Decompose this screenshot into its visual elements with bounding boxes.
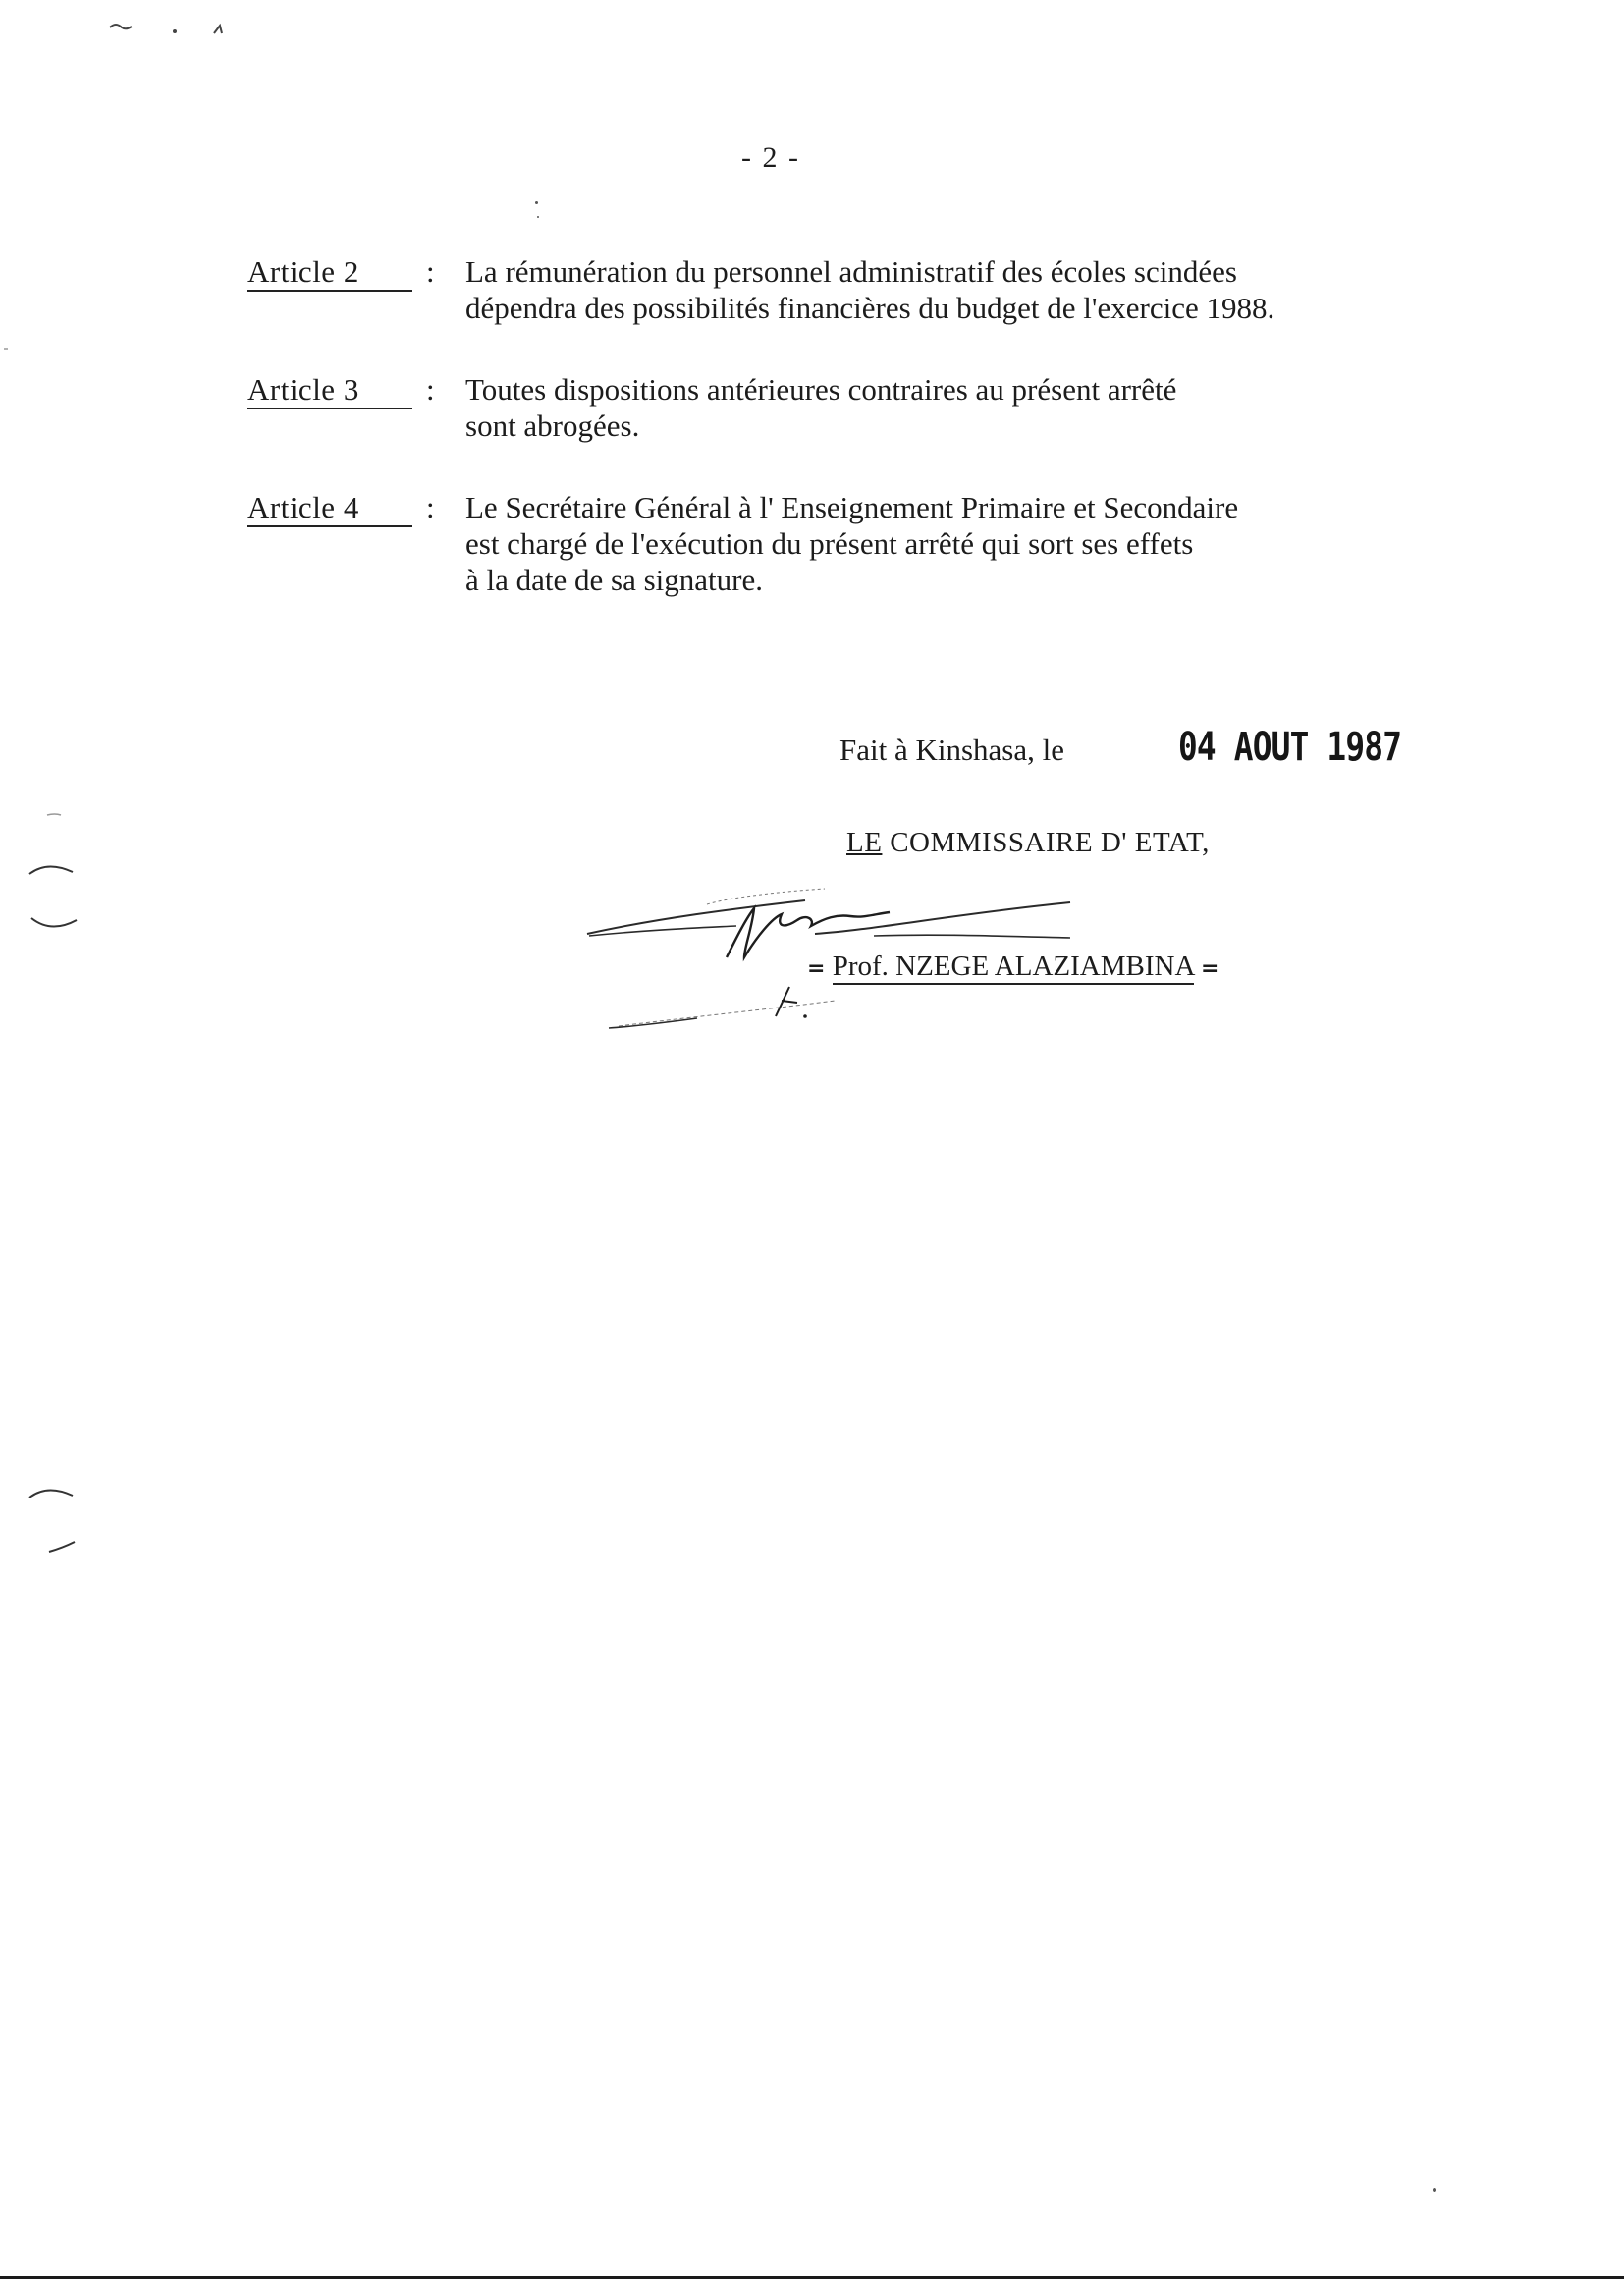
article-colon: : (426, 254, 435, 289)
article-line: sont abrogées. (465, 409, 640, 443)
scan-corner-marks (98, 10, 255, 49)
article-line: Toutes dispositions antérieures contraires au présent arrêté (465, 372, 1177, 407)
article-line: dépendra des possibilités financières du budget de l'exercice 1988. (465, 291, 1275, 325)
scan-speck (537, 216, 539, 218)
article-body (465, 371, 1585, 444)
signatory-name: Prof. NZEGE ALAZIAMBINA (833, 951, 1194, 985)
article-body (465, 489, 1585, 598)
scan-speck (1433, 2188, 1436, 2192)
article-line: La rémunération du personnel administratif des écoles scindées (465, 254, 1237, 289)
signatory (807, 951, 1218, 983)
article-line: est chargé de l'exécution du présent arrêté qui sort ses effets (465, 526, 1194, 561)
scan-margin-marks (0, 0, 118, 1669)
scan-bottom-edge (0, 2276, 1624, 2279)
scan-speck (535, 201, 538, 204)
page-number: - 2 - (741, 141, 800, 174)
signatory-mark-left: = (807, 956, 826, 981)
article-colon: : (426, 372, 435, 407)
article-line: à la date de sa signature. (465, 563, 763, 597)
article-label: Article 4 (247, 489, 412, 527)
article-line: Le Secrétaire Général à l' Enseignement Primaire et Secondaire (465, 490, 1239, 524)
official-title-prefix: LE (846, 827, 883, 858)
article-label: Article 3 (247, 371, 412, 409)
article-label: Article 2 (247, 253, 412, 292)
official-title (846, 827, 1210, 859)
signatory-mark-right: = (1201, 956, 1219, 981)
article-colon: : (426, 490, 435, 524)
date-stamp: 04 AOUT 1987 (1178, 725, 1402, 770)
official-title-rest: COMMISSAIRE D' ETAT, (882, 827, 1210, 858)
place-and-date-label: Fait à Kinshasa, le (839, 733, 1065, 767)
article-body (465, 253, 1585, 326)
